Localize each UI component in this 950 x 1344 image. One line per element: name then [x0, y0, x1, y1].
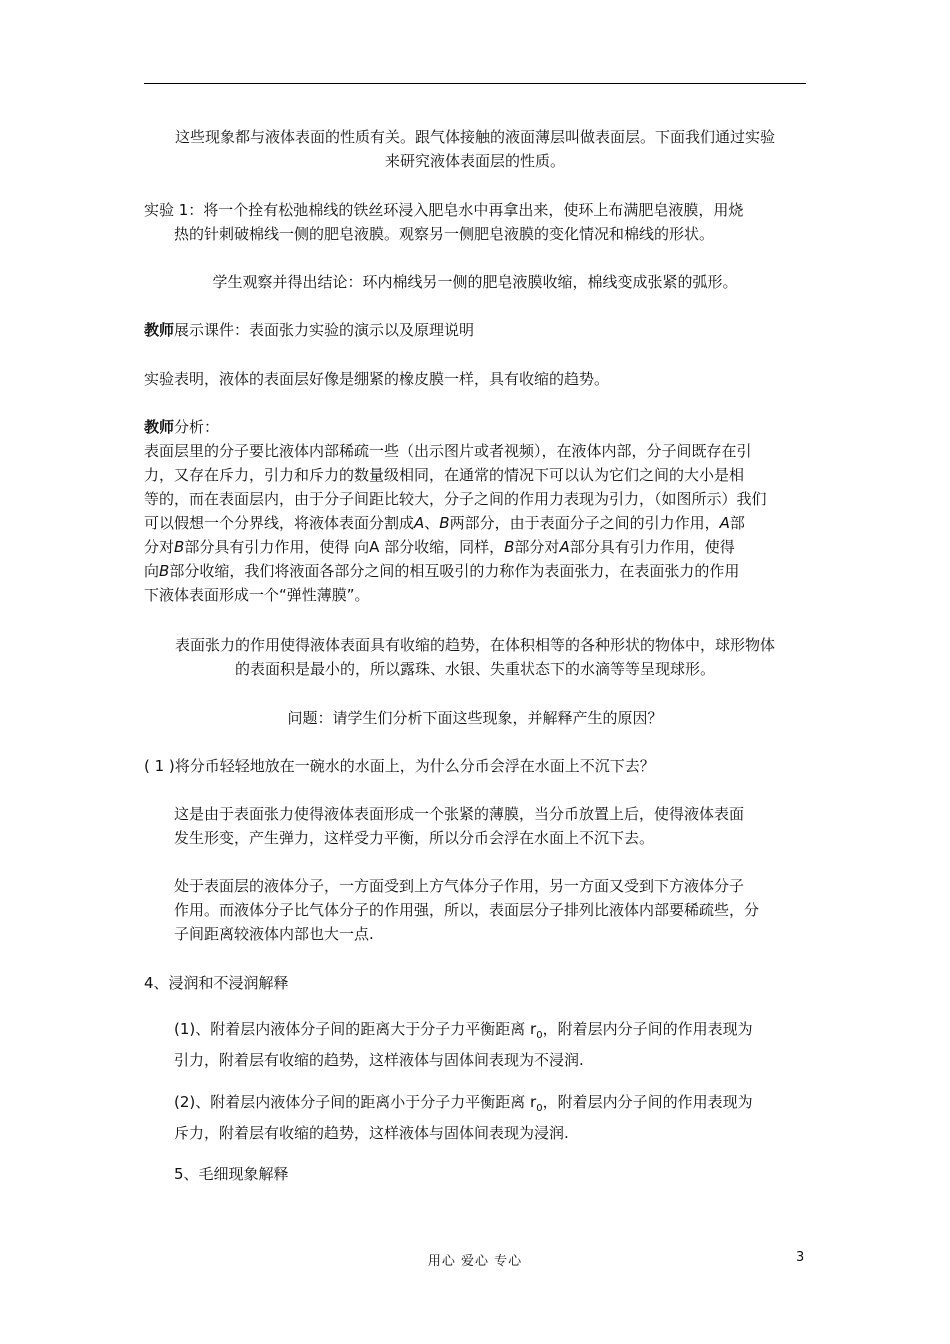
section-4-item-1 [174, 1017, 806, 1072]
analysis-line: 表面层里的分子要比液体内部稀疏一些（出示图片或者视频），在液体内部，分子间既存在引 [144, 442, 752, 460]
region-b-label: B [174, 538, 185, 556]
analysis-text: 部分具有引力作用，使得 向A 部分收缩，同样， [184, 538, 505, 556]
teacher-label: 教师 [144, 321, 175, 339]
answer-1-line-2: 发生形变，产生弹力，这样受力平衡，所以分币会浮在水面上不沉下去。 [174, 829, 655, 847]
analysis-line: 等的，而在表面层内，由于分子间距比较大，分子之间的作用力表现为引力，（如图所示）我们 [144, 490, 767, 508]
intro-paragraph [144, 125, 806, 173]
experiment-1-line-1: 实验 1：将一个拴有松弛棉线的铁丝环浸入肥皂水中再拿出来，使环上布满肥皂液膜，用烧 [144, 201, 744, 219]
page-number: 3 [796, 1250, 805, 1265]
item-2-text: (2)、附着层内液体分子间的距离小于分子力平衡距离 r [174, 1093, 537, 1111]
analysis-line [144, 511, 806, 535]
surface-tension-paragraph [144, 633, 806, 681]
region-a-label: A [559, 538, 570, 556]
surface-tension-line-2: 的表面积是最小的，所以露珠、水银、失重状态下的水滴等等呈现球形。 [234, 660, 715, 678]
analysis-text: 两部分，由于表面分子之间的引力作用， [449, 514, 720, 532]
r0-subscript: 0 [536, 1103, 543, 1114]
experiment-1-line-2: 热的针刺破棉线一侧的肥皂液膜。观察另一侧肥皂液膜的变化情况和棉线的形状。 [174, 225, 715, 243]
item-1-line-2: 引力，附着层有收缩的趋势，这样液体与固体间表现为不浸润. [174, 1051, 584, 1069]
analysis-text: 可以假想一个分界线，将液体表面分割成 [144, 514, 415, 532]
analysis-line: 力，又存在斥力，引力和斥力的数量级相同，在通常的情况下可以认为它们之间的大小是相 [144, 466, 745, 484]
region-a-label: A [414, 514, 425, 532]
item-2-line-2: 斥力，附着层有收缩的趋势，这样液体与固体间表现为浸润. [174, 1124, 569, 1142]
header-rule [144, 83, 806, 84]
item-1-text: ，附着层内分子间的作用表现为 [542, 1020, 753, 1038]
question-1: ( 1 )将分币轻轻地放在一碗水的水面上，为什么分币会浮在水面上不沉下去？ [144, 757, 655, 775]
analysis-line: 下液体表面形成一个“弹性薄膜”。 [144, 586, 370, 604]
answer-2-line-1: 处于表面层的液体分子，一方面受到上方气体分子作用，另一方面又受到下方液体分子 [174, 877, 745, 895]
analysis-line [144, 559, 806, 583]
region-b-label: B [439, 514, 450, 532]
teacher-demo-paragraph [144, 318, 806, 342]
experiment-1-paragraph [144, 198, 806, 246]
teacher-analysis-suffix: 分析： [174, 418, 220, 436]
student-conclusion: 学生观察并得出结论：环内棉线另一侧的肥皂液膜收缩，棉线变成张紧的弧形。 [212, 273, 738, 291]
intro-line-2: 来研究液体表面层的性质。 [384, 152, 565, 170]
region-b-label: B [159, 562, 170, 580]
analysis-text: 部分具有引力作用，使得 [569, 538, 735, 556]
answer-2-paragraph [174, 874, 806, 946]
section-4-heading: 4、浸润和不浸润解释 [144, 974, 289, 992]
item-1-text: (1)、附着层内液体分子间的距离大于分子力平衡距离 r [174, 1020, 537, 1038]
analysis-text: 分对 [144, 538, 175, 556]
region-b-label: B [504, 538, 515, 556]
analysis-text: 、 [424, 514, 440, 532]
teacher-analysis-paragraph [144, 415, 806, 607]
section-5-heading: 5、毛细现象解释 [174, 1165, 289, 1183]
analysis-text: 部分对 [514, 538, 560, 556]
teacher-analysis-label: 教师 [144, 418, 175, 436]
answer-2-line-3: 子间距离较液体内部也大一点. [174, 925, 374, 943]
analysis-text: 部分收缩，我们将液面各部分之间的相互吸引的力称作为表面张力，在表面张力的作用 [169, 562, 740, 580]
region-a-label: A [719, 514, 730, 532]
answer-1-paragraph [174, 802, 806, 850]
r0-subscript: 0 [536, 1030, 543, 1041]
question-prompt: 问题：请学生们分析下面这些现象，并解释产生的原因？ [287, 709, 663, 727]
footer-slogan: 用心 爱心 专心 [427, 1254, 523, 1269]
analysis-text: 向 [144, 562, 160, 580]
intro-line-1: 这些现象都与液体表面的性质有关。跟气体接触的液面薄层叫做表面层。下面我们通过实验 [174, 128, 775, 146]
experiment-result: 实验表明，液体的表面层好像是绷紧的橡皮膜一样，具有收缩的趋势。 [144, 370, 610, 388]
analysis-line [144, 535, 806, 559]
surface-tension-line-1: 表面张力的作用使得液体表面具有收缩的趋势，在体积相等的各种形状的物体中，球形物体 [174, 636, 775, 654]
section-4-item-2 [174, 1090, 806, 1145]
analysis-text: 部 [729, 514, 745, 532]
answer-2-line-2: 作用。而液体分子比气体分子的作用强，所以，表面层分子排列比液体内部要稀疏些，分 [174, 901, 760, 919]
teacher-demo-text: 展示课件：表面张力实验的演示以及原理说明 [174, 321, 475, 339]
answer-1-line-1: 这是由于表面张力使得液体表面形成一个张紧的薄膜，当分币放置上后，使得液体表面 [174, 805, 745, 823]
item-2-text: ，附着层内分子间的作用表现为 [542, 1093, 753, 1111]
